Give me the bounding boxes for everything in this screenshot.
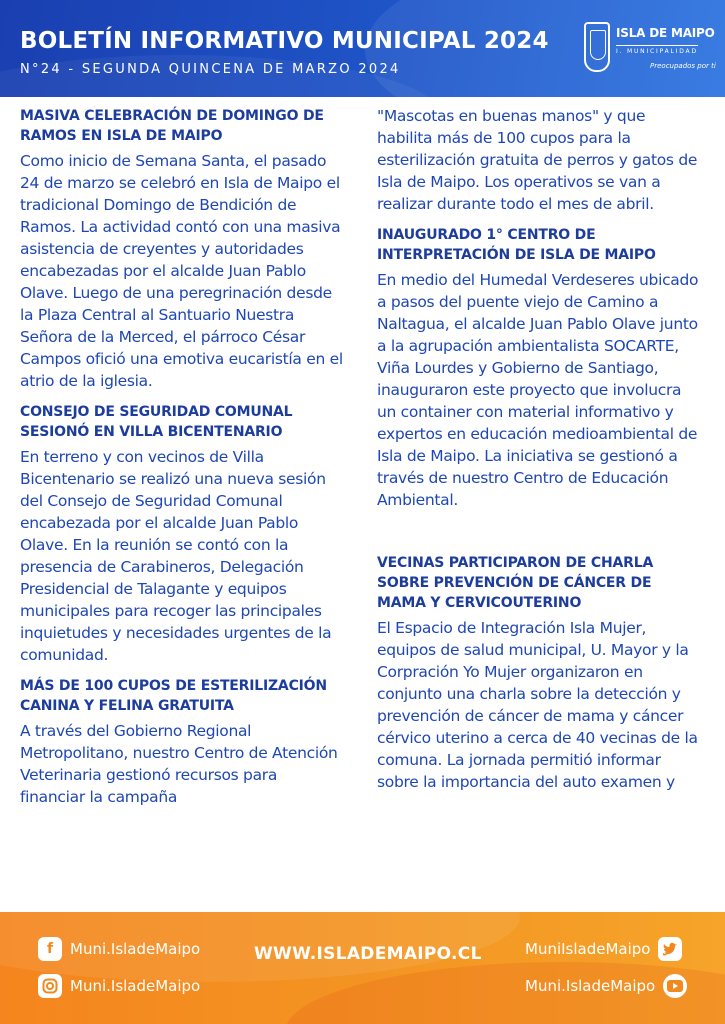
footer-banner	[0, 912, 725, 1024]
facebook-link[interactable]	[38, 937, 208, 961]
article-ramos	[20, 106, 345, 392]
twitter-handle: MuniIsladeMaipo	[525, 940, 651, 958]
page-subtitle: N°24 - SEGUNDA QUINCENA DE MARZO 2024	[20, 62, 401, 77]
article-heading: MASIVA CELEBRACIÓN DE DOMINGO DE RAMOS EN ISLA DE MAIPO	[20, 108, 324, 144]
article-centro-interpretacion	[377, 225, 702, 511]
youtube-handle: Muni.IsladeMaipo	[525, 977, 656, 995]
logo-name: ISLA DE MAIPO	[616, 26, 715, 40]
article-heading: VECINAS PARTICIPARON DE CHARLA SOBRE PREVENCIÓN DE CÁNCER DE MAMA Y CERVICOUTERINO	[377, 555, 654, 611]
logo-slogan: Preocupados por ti	[650, 62, 716, 70]
facebook-icon: f	[38, 937, 62, 961]
left-column	[20, 105, 345, 818]
municipality-logo	[584, 22, 714, 80]
article-seguridad	[20, 402, 345, 666]
youtube-link[interactable]	[517, 974, 687, 998]
right-column	[377, 105, 702, 803]
article-continuation: "Mascotas en buenas manos" y que habilita más de 100 cupos para la esterilización gratuita de perros y gatos de Isla de Maipo. Los operativos se van a realizar durante todo el mes de abril.	[377, 107, 698, 213]
article-text: El Espacio de Integración Isla Mujer, equipos de salud municipal, U. Mayor y la Corpración Yo Mujer organizaron en conjunto una charla sobre la detección y prevención de cáncer de mama y cáncer cérvico uterino a cerca de 40 vecinas de la comuna. La jornada permitió informar sobre la importancia del auto examen y	[377, 619, 698, 791]
logo-municipality: I. MUNICIPALIDAD	[616, 45, 698, 55]
page-title: BOLETÍN INFORMATIVO MUNICIPAL 2024	[20, 28, 549, 54]
instagram-icon	[38, 974, 62, 998]
article-esterilizacion	[20, 676, 345, 808]
instagram-link[interactable]	[38, 974, 208, 998]
coat-of-arms-icon	[584, 22, 610, 72]
article-heading: INAUGURADO 1° CENTRO DE INTERPRETACIÓN DE ISLA DE MAIPO	[377, 227, 656, 263]
article-heading: CONSEJO DE SEGURIDAD COMUNAL SESIONÓ EN VILLA BICENTENARIO	[20, 404, 293, 440]
twitter-icon	[658, 937, 682, 961]
article-text: En terreno y con vecinos de Villa Bicentenario se realizó una nueva sesión del Consejo de Seguridad Comunal encabezada por el alcalde Juan Pablo Olave. En la reunión se contó con la presencia de Carabineros, Delegación Presidencial de Talagante y equipos municipales para recoger las principales inquietudes y necesidades urgentes de la comunidad.	[20, 448, 332, 664]
facebook-handle: Muni.IsladeMaipo	[70, 940, 201, 958]
article-text: A través del Gobierno Regional Metropolitano, nuestro Centro de Atención Veterinaria gestionó recursos para financiar la campaña	[20, 722, 338, 806]
twitter-link[interactable]	[517, 937, 682, 961]
article-charla-cancer	[377, 553, 702, 793]
youtube-icon	[663, 974, 687, 998]
website-link[interactable]: WWW.ISLADEMAIPO.CL	[254, 944, 482, 964]
article-text: En medio del Humedal Verdeseres ubicado a pasos del puente viejo de Camino a Naltagua, el alcalde Juan Pablo Olave junto a la agrupación ambientalista SOCARTE, Viña Lourdes y Gobierno de Santiago, inauguraron este proyecto que involucra un container con material informativo y expertos en educación medioambiental de Isla de Maipo. La iniciativa se gestionó a través de nuestro Centro de Educación Ambiental.	[377, 271, 699, 509]
instagram-handle: Muni.IsladeMaipo	[70, 977, 201, 995]
article-heading: MÁS DE 100 CUPOS DE ESTERILIZACIÓN CANINA Y FELINA GRATUITA	[20, 678, 327, 714]
article-text: Como inicio de Semana Santa, el pasado 24 de marzo se celebró en Isla de Maipo el tradicional Domingo de Bendición de Ramos. La actividad contó con una masiva asistencia de creyentes y autoridades encabezadas por el alcalde Juan Pablo Olave. Luego de una peregrinación desde la Plaza Central al Santuario Nuestra Señora de la Merced, el párroco César Campos ofició una emotiva eucaristía en el atrio de la iglesia.	[20, 152, 343, 390]
header-banner	[0, 0, 725, 97]
